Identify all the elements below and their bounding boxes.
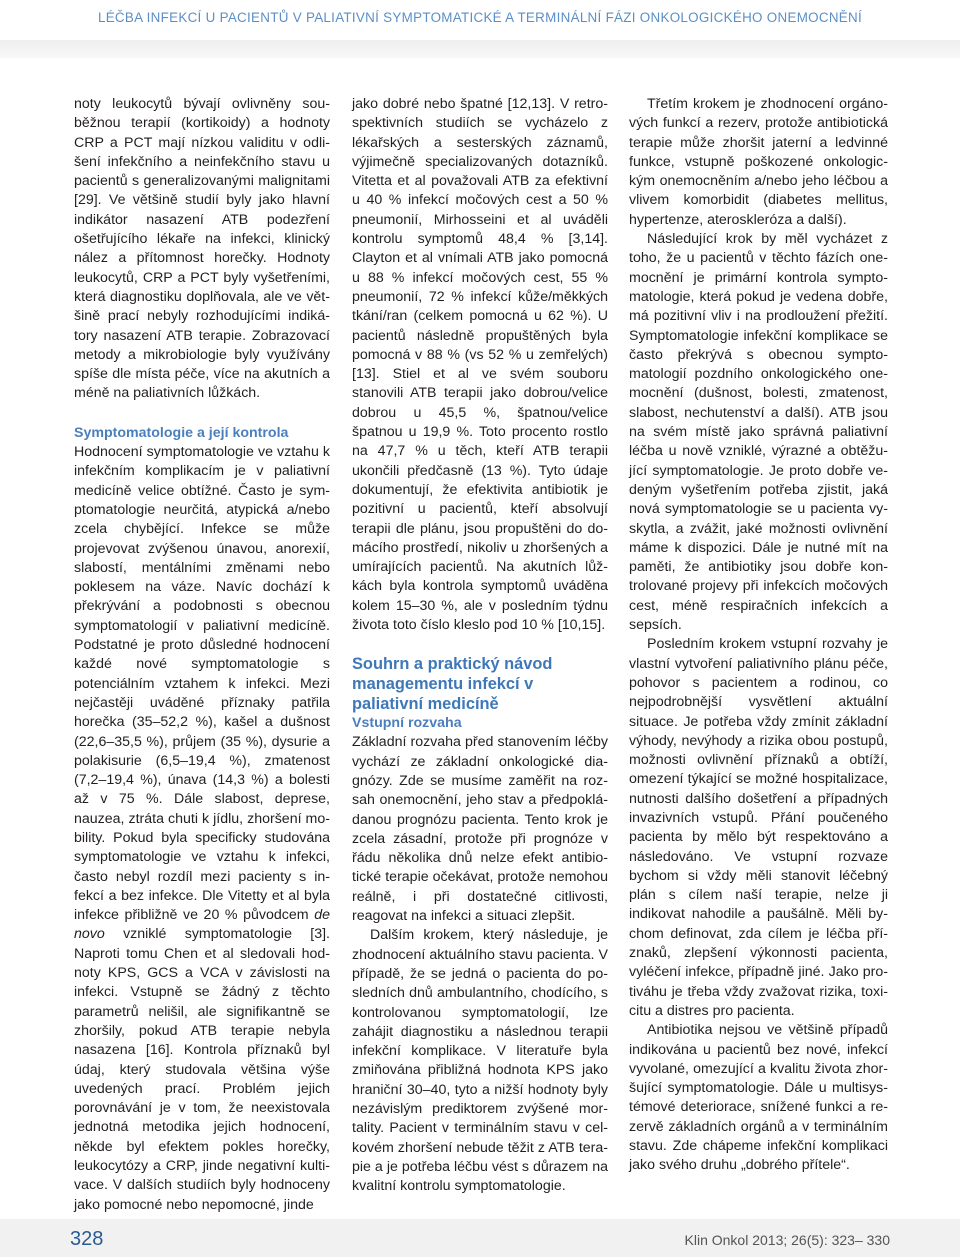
subheading-initial-assessment: Vstupní rozvaha — [352, 715, 462, 732]
col3-paragraph-1: Třetím krokem je zhodnocení orgánových funkcí a rezerv, protože antibiotická terapie může zhoršit jaterní a ledvinné funkce, vstupně poškozené onkologickým onemocněním a/nebo jeho léčbou a vlivem komorbidit (diabetes mellitus, hypertenze, ateroskleróza a další). — [629, 96, 888, 228]
page-number: 328 — [70, 1228, 104, 1250]
col1-paragraph-2 — [74, 443, 330, 1215]
col3-paragraph-4: Antibiotika nejsou ve většině případů indikována u pacientů bez nové, infekcí vyvolané, omezující a kvalitu života zhoršující symptomatologie. Dále u multisystémové deteriorace, snížené funkci a rezervě základních orgánů a v terminálním stavu. Zde chápeme infekční komplikaci jako svého druhu „dobrého přítele“. — [629, 1022, 888, 1174]
col1-paragraph-2-part-a: Hodnocení symptomatologie ve vztahu k infekčním komplikacím je v paliativní medicíně velice obtížné. Často je symptomatologie neurčitá, atypická a/nebo zcela chybějící. Infekce se může projevovat zvýšenou únavou, anorexií, slabostí, mentálními změnami nebo poklesem na váze. Navíc dochází k překrývání a podobnosti s obecnou symptomatologií v paliativní medicíně. Podstatné je proto důsledné hodnocení každé nové symptomatologie s potenciálním vztahem k infekci. Mezi nejčastěji uváděné příznaky patřila horečka (35–52,2 %), kašel a dušnost (22,6–35,5 %), průjem (35 %), dysurie a polakisurie (6,5–19,4 %), zmatenost (7,2–19,4 %), únava (14,3 %) a bolesti až v 75 %. Dále slabost, deprese, nauzea, ztráta chuti k jídlu, zhoršení mobility. Pokud byla specificky studována symptomatologie ve vztahu k infekci, často nebyl rozdíl mezi pacienty s infekcí a bez infekce. Dle Vitetty et al byla infekce přibližně ve 20 % původcem — [74, 444, 330, 924]
header-rule — [0, 40, 960, 58]
column-2 — [352, 95, 608, 1197]
column-3 — [629, 95, 888, 1176]
journal-citation: Klin Onkol 2013; 26(5): 323– 330 — [684, 1232, 890, 1248]
running-header: LÉČBA INFEKCÍ U PACIENTŮ V PALIATIVNÍ SYMPTOMATICKÉ A TERMINÁLNÍ FÁZI ONKOLOGICKÉHO ONEMOCNĚNÍ — [97, 10, 863, 25]
col2-paragraph-3: Dalším krokem, který následuje, je zhodnocení aktuálního stavu pacienta. V případě, že se jedná o pacienta do posledních dnů ambulantního, chodícího, s kontrolovanou symptomatologií, lze zahájit diagnostiku a následnou terapii infekční komplikace. V literatuře byla zmiňována přibližná hodnota KPS jako hraniční 30–40, tyto a nižší hodnoty byly nezávislým prediktorem zvýšené mortality. Pacient v terminálním stavu v celkovém zhoršení nebude těžit z ATB terapie a je potřeba léčbu vést s důrazem na kvalitní kontrolu symptomatologie. — [352, 927, 608, 1195]
col3-paragraph-3: Posledním krokem vstupní rozvahy je vlastní vytvoření paliativního plánu péče, pohovor s pacientem a rodinou, co nejpodrobnější vysvětlení aktuální situace. Je potřeba vždy zmínit základní výhody, nevýhody a rizika obou postupů, možnosti ovlivnění příznaků a obtíží, omezení týkající se možné hospitalizace, nutnosti dalšího došetření a případných invazivních vstupů. Přání poučeného pacienta by mělo být respektováno a následováno. Ve vstupní rozvaze bychom si vždy měli stanovit léčebný plán s cílem naší terapie, nelze ji indikovat nahodile a paušálně. Měli bychom definovat, zda cílem je léčba příznaků, zlepšení výkonnosti pacienta, vyléčení infekce, případně jiné. Jako protiváhu je třeba vždy zvažovat rizika, toxicitu a distres pro pacienta. — [629, 636, 888, 1019]
col3-paragraph-2: Následující krok by měl vycházet z toho, že u pacientů v těchto fázích onemocnění je primární kontrola symptomatologie, která pokud je vedena dobře, má pozitivní vliv i na prodloužení přežití. Symptomatologie infekční komplikace se často překrývá s obecnou symptomatologií pozdního onkologického onemocnění (dušnost, bolesti, zmatenost, slabost, nechutenství a další). ATB jsou na svém místě jako správná paliativní léčba u nově vzniklé, výrazné a obtěžující symptomatologie. Je proto dobře vedeným vyšetřením potřeba zjistit, jaká nová symptomatologie se u pacienta vyskytla, a zvážit, jaké možnosti ovlivnění máme k dispozici. Dále je nutné mít na paměti, že antibiotiky jsou dobře kontrolované projevy při infekcích močových cest, méně respiračních infekcích a sepsích. — [629, 231, 888, 634]
col1-paragraph-1: noty leukocytů bývají ovlivněny souběžnou terapií (kortikoidy) a hodnoty CRP a PCT mají nízkou validitu v odlišení infekčního a neinfekčního stavu u pacientů s generalizovanými malignitami [29]. Ve většině studií byly jako hlavní indikátor nasazení ATB podezření ošetřujícího lékaře na infekci, klinický nález a přítomnost horečky. Hodnoty leukocytů, CRP a PCT byly vyšetřeními, která diagnostiku doplňovala, ale ve většině prací nebyly rozhodujícími indikátory nasazení ATB terapie. Zobrazovací metody a mikrobiologie byly využívány spíše dle místa péče, více na akutních a méně na paliativních lůžkách. — [74, 96, 330, 402]
col1-paragraph-2-part-b: vzniklé symptomatologie [3]. Naproti tomu Chen et al sledovali hodnoty KPS, GCS a VCA v závislosti na infekci. Vstupně se žádný z těchto parametrů nelišil, ale signifikantně se zhoršily, pokud ATB terapie nebyla nasazena [16]. Kontrola příznaků byl údaj, který studovala většina výše uvedených prací. Problém jejich porovnávání je v tom, že neexistovala jednotná metodika jejich hodnocení, někde byl efektem pokles horečky, leukocytózy a CRP, jinde negativní kultivace. V dalších studiích byly hodnoceny jako pomocné nebo nepomocné, jinde — [74, 926, 330, 1213]
col1-italic-term: de novo — [74, 907, 330, 943]
col2-paragraph-1: jako dobré nebo špatné [12,13]. V retrospektivních studiích se vycházelo z lékařských a sesterských záznamů, výjimečně specializovaných dotazníků. Vitetta et al považovali ATB za efektivní u 40 % infekcí močových cest a 50 % pneumonií, Mirhosseini et al uváděli kontrolu symptomů 48,4 % [3,14]. Clayton et al vnímali ATB jako pomocná u 88 % infekcí močových cest, 55 % pneumonií, 72 % infekcí kůže/měkkých tkání/ran (celkem pomocná u 62 %). U pacientů následně propuštěných byla pomocná v 88 % (vs 52 % u zemřelých) [13]. Stiel et al ve svém souboru stanovili ATB terapii jako dobrou/velice dobrou u 45,5 %, špatnou/velice špatnou u 19,9 %. Toto procento rostlo na 47,7 % u těch, kteří ATB terapii ukončili předčasně (13 %). Tyto údaje dokumentují, že efektivita antibiotik je pozitivní u pacientů, kteří absolvují terapii dle plánu, jsou propuštěni do domácího prostředí, nikoliv u zhoršených a umírajících pacientů. Na akutních lůžkách byla kontrola symptomů uváděna kolem 15–30 %, ale v posledním týdnu života toto číslo kleslo pod 10 % [10,15]. — [352, 96, 608, 634]
section-heading-symptomatology: Symptomatologie a její kontrola — [74, 424, 289, 441]
col2-paragraph-2: Základní rozvaha před stanovením léčby vychází ze základní onkologické diagnózy. Zde se musíme zaměřit na rozsah onemocnění, jeho stav a předpokládanou prognózu pacienta. Tento krok je zcela zásadní, protože při prognóze v řádu několika dnů nelze efekt antibiotické terapie očekávat, protože nemohou reálně, i při dostatečné citlivosti, reagovat na infekci a situaci zlepšit. — [352, 734, 608, 925]
column-1 — [74, 95, 330, 1215]
section-heading-summary: Souhrn a praktický návod managementu infekcí v paliativní medicíně — [352, 655, 553, 713]
